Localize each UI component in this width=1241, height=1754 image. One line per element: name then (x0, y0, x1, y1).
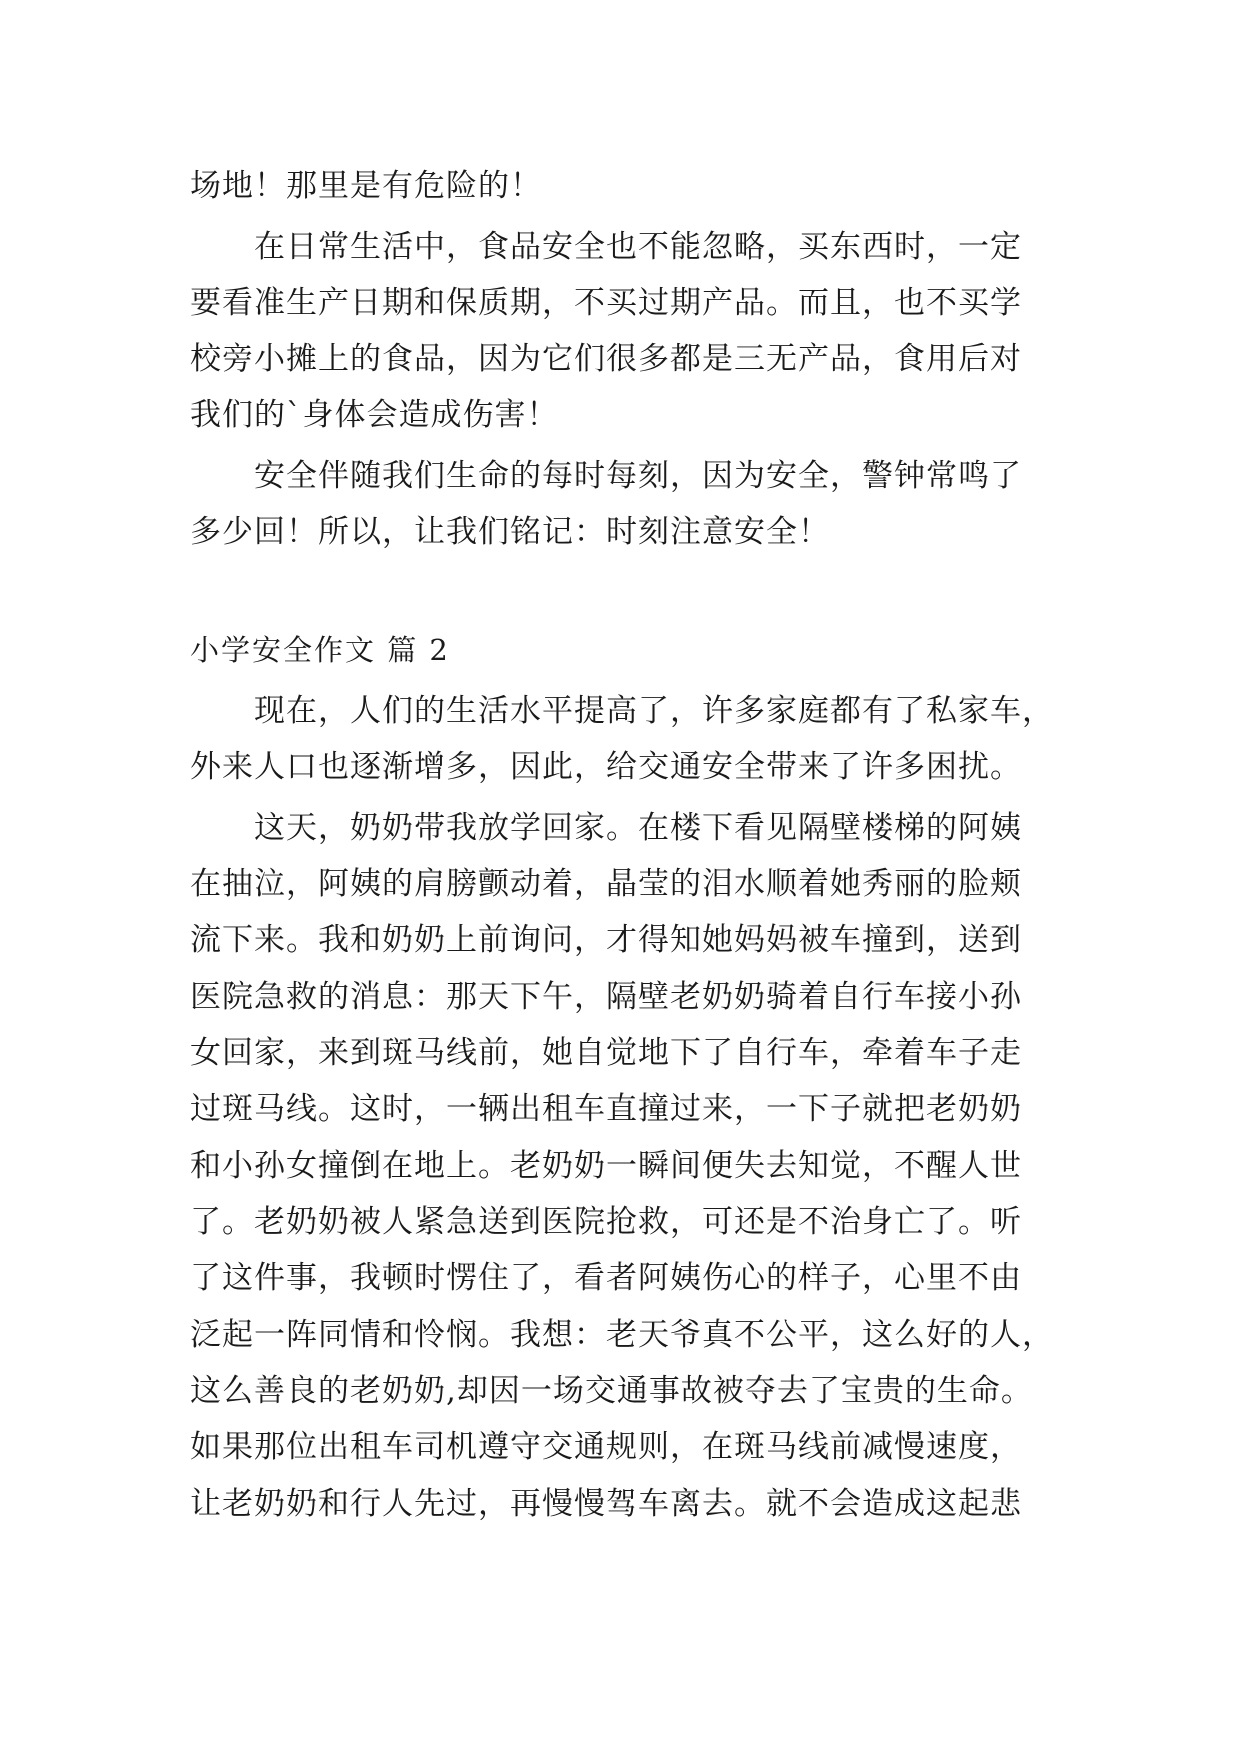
paragraph-line: 了。老奶奶被人紧急送到医院抢救，可还是不治身亡了。听 (190, 1204, 1022, 1240)
paragraph-line: 我们的`身体会造成伤害！ (190, 397, 559, 433)
paragraph-line: 了这件事，我顿时愣住了，看者阿姨伤心的样子，心里不由 (190, 1260, 1022, 1296)
paragraph-line: 在抽泣，阿姨的肩膀颤动着，晶莹的泪水顺着她秀丽的脸颊 (190, 866, 1022, 902)
paragraph-line: 医院急救的消息：那天下午，隔壁老奶奶骑着自行车接小孙 (190, 979, 1022, 1015)
paragraph-line: 这么善良的老奶奶,却因一场交通事故被夺去了宝贵的生命。 (190, 1373, 1033, 1409)
paragraph-line: 校旁小摊上的食品，因为它们很多都是三无产品，食用后对 (190, 341, 1022, 377)
paragraph-line: 场地！那里是有危险的！ (190, 168, 542, 204)
paragraph-line: 流下来。我和奶奶上前询问，才得知她妈妈被车撞到，送到 (190, 922, 1022, 958)
paragraph-line: 如果那位出租车司机遵守交通规则，在斑马线前减慢速度， (190, 1429, 1022, 1465)
paragraph-line: 要看准生产日期和保质期，不买过期产品。而且，也不买学 (190, 285, 1022, 321)
paragraph-line: 多少回！所以，让我们铭记：时刻注意安全！ (190, 514, 830, 550)
paragraph-line: 让老奶奶和行人先过，再慢慢驾车离去。就不会造成这起悲 (190, 1486, 1022, 1522)
paragraph-line: 现在，人们的生活水平提高了，许多家庭都有了私家车， (254, 693, 1054, 729)
paragraph-line: 女回家，来到斑马线前，她自觉地下了自行车，牵着车子走 (190, 1035, 1022, 1071)
paragraph-line: 过斑马线。这时，一辆出租车直撞过来，一下子就把老奶奶 (190, 1091, 1022, 1127)
paragraph-line: 和小孙女撞倒在地上。老奶奶一瞬间便失去知觉，不醒人世 (190, 1148, 1022, 1184)
paragraph-line: 安全伴随我们生命的每时每刻，因为安全，警钟常鸣了 (254, 458, 1022, 494)
paragraph-line: 在日常生活中，食品安全也不能忽略，买东西时，一定 (254, 229, 1022, 265)
paragraph-line: 外来人口也逐渐增多，因此，给交通安全带来了许多困扰。 (190, 749, 1022, 785)
paragraph-line: 泛起一阵同情和怜悯。我想：老天爷真不公平，这么好的人， (190, 1317, 1054, 1353)
paragraph-line: 这天，奶奶带我放学回家。在楼下看见隔壁楼梯的阿姨 (254, 810, 1022, 846)
section-heading: 小学安全作文 篇 2 (190, 633, 450, 667)
